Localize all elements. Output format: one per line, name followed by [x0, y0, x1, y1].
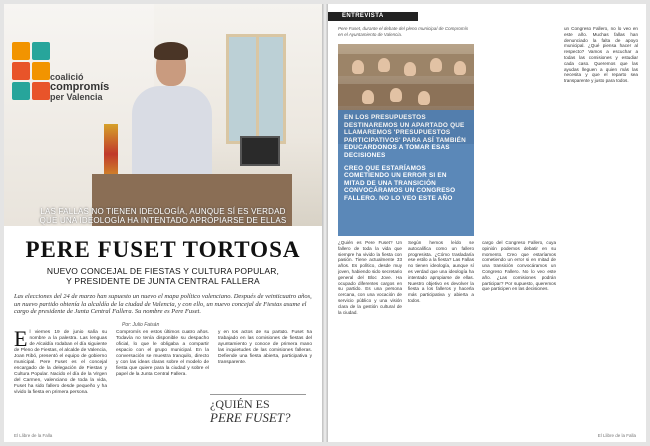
logo-brand: compromís [50, 81, 110, 93]
logo-sub: per Valencia [50, 92, 103, 102]
person [352, 60, 364, 74]
logo-square [12, 82, 30, 100]
logo-top-text: coalició [50, 72, 84, 82]
folio: El Llibre de la Falla [597, 433, 636, 438]
quien-line: ¿QUIÉN ES [210, 397, 270, 411]
column-text: l viernes 19 de junio salía su nombre a la palestra. Las lenguas de Alcaldía rodaban el día siguiente de Pleno de Fiestas, el alcalde de Valencia, Joan Ribó, presentó el equipo de gobierno municipal. Pere Fuset es el concejal encargado de la delegación de Fiestas y Cultura Popular. Nacido el día de la Virgen del Carmen, valenciano de toda la vida, Fuset ha sido fallero desde pequeño y ha vivido la fiesta en primera persona. [14, 330, 107, 395]
subtitle-line: NUEVO CONCEJAL DE FIESTAS Y CULTURA POPULAR, [46, 266, 280, 276]
right-column-b: Según hemos leído se autocalifica como un fallero progresista. ¿Cómo trasladaría ese estilo a la fiesta? Las Fallas no tienen ideología, aunque sí es verdad que una ideología ha intentado apropiarse de ellas. Nuestro objetivo es devolver la fiesta a los falleros y hacerla más participativa y abierta a todos. [408, 240, 474, 303]
blue-quote-1: EN LOS PRESUPUESTOS DESTINAREMOS UN APARTADO QUE LLAMAREMOS 'PRESUPUESTOS PARTICIPATIVOS' PARA ASÍ TAMBIÉN EDUCARDONOS A TOMAR ESAS DECISIONES [344, 114, 466, 159]
interview-photo [4, 4, 322, 226]
person [418, 91, 430, 105]
quien-es-heading [210, 394, 306, 424]
pull-quote-line: LAS FALLAS NO TIENEN IDEOLOGÍA, AUNQUE SÍ ES VERDAD [40, 207, 286, 216]
section-tag: ENTREVISTA [328, 12, 418, 21]
right-column-c: cargo del Congreso Fallero, cuya opinión podemos debatir en su momento. Creo que estaríamos cometiendo un error si en mitad de una transición convocáramos un Congreso Fallero. No lo veo este año. ¿Las comisiones podrán participar? Por supuesto, queremos que participen en las decisiones. [482, 240, 556, 292]
logo-square [32, 82, 50, 100]
right-column-d: un Congreso Fallero, no lo veo en este año. Muchas fallas han denunciado la falta de apoyo municipal. ¿Qué piensa hacer al respecto? Vamos a escuchar a todas las comisiones y estudiar cada caso. Queremos que las ayudas lleguen a quien más las necesita y que el reparto sea transparente y justo para todos. [564, 26, 638, 84]
body-column-3: y en los actos de su partido. Fuset ha trabajado en las comisiones de fiestas del ayuntamiento y conoce de primera mano las inquietudes de las comisiones falleras. Defiende una fiesta abierta, participativa y transparente. [218, 330, 312, 365]
subtitle-line: Y PRESIDENTE DE JUNTA CENTRAL FALLERA [66, 276, 260, 286]
article-lead: Las elecciones del 24 de marzo han supuesto un nuevo el mapa político valenciano. Después de veinticuatro años, un nuevo partido obtenía la alcaldía de la ciudad de Valencia, y con ello, un nuevo concejal de Fiestas asume el cargo de presidente de Junta Central Fallera. Su nombre es Pere Fuset. [14, 293, 312, 315]
person [378, 58, 390, 72]
person-hair [154, 42, 188, 60]
right-page [328, 4, 646, 442]
blue-quote-box [338, 110, 474, 236]
person [362, 90, 374, 104]
body-column-2: Compromís en estos últimos cuatro años. Todavía no tenía disponible su despacho oficial, lo que le obligaba a compartir espacio con el grupo municipal. En la conversación se muestra tranquilo, directo y con las ideas claras sobre el modelo de fiesta que quiere para la ciudad y sobre el papel de la Junta Central Fallera. [116, 330, 209, 377]
right-column-a: ¿Quién es Pere Fuset? Un fallero de toda la vida que siempre ha vivido la fiesta con pasión. Tiene actualmente 33 años. Es político, desde muy joven, habiendo sido secretario general del Bloc Jove. Ha ocupado diferentes cargos en su partido. Es una persona cercana, con una vocación de servicio público y una visión clara de la gestión cultural de la ciudad. [338, 240, 402, 315]
monitor [240, 136, 280, 166]
article-subtitle [12, 266, 314, 286]
logo-square [32, 62, 50, 80]
logo-square [12, 62, 30, 80]
compromis-logo [12, 42, 132, 112]
folio: El Llibre de la Falla [14, 433, 53, 438]
left-page [4, 4, 322, 442]
photo-pull-quote [12, 207, 314, 225]
person [454, 61, 466, 75]
audience-row [338, 84, 474, 106]
photo-caption: Pere Fuset, durante el debate del pleno municipal de Compromís en el Ayuntamiento de Valencia. [338, 26, 469, 37]
logo-text [50, 72, 109, 102]
quien-name: PERE FUSET? [210, 410, 291, 425]
article-title: PERE FUSET TORTOSA [25, 237, 301, 262]
person [404, 62, 416, 76]
person [390, 88, 402, 102]
logo-square [12, 42, 30, 60]
pull-quote-line: QUE UNA IDEOLOGÍA HA INTENTADO APROPIARSE DE ELLAS [39, 216, 287, 225]
logo-square [32, 42, 50, 60]
body-column-1 [14, 326, 107, 396]
dropcap: E [14, 326, 28, 351]
byline: Por: Julio Faisán [122, 322, 160, 328]
blue-quote-2: CREO QUE ESTARÍAMOS COMETIENDO UN ERROR SI EN MITAD DE UNA TRANSICIÓN CONVOCÁRAMOS UN CONGRESO FALLERO. NO LO VEO ESTE AÑO [344, 164, 456, 202]
window [226, 34, 286, 144]
person [430, 58, 442, 72]
